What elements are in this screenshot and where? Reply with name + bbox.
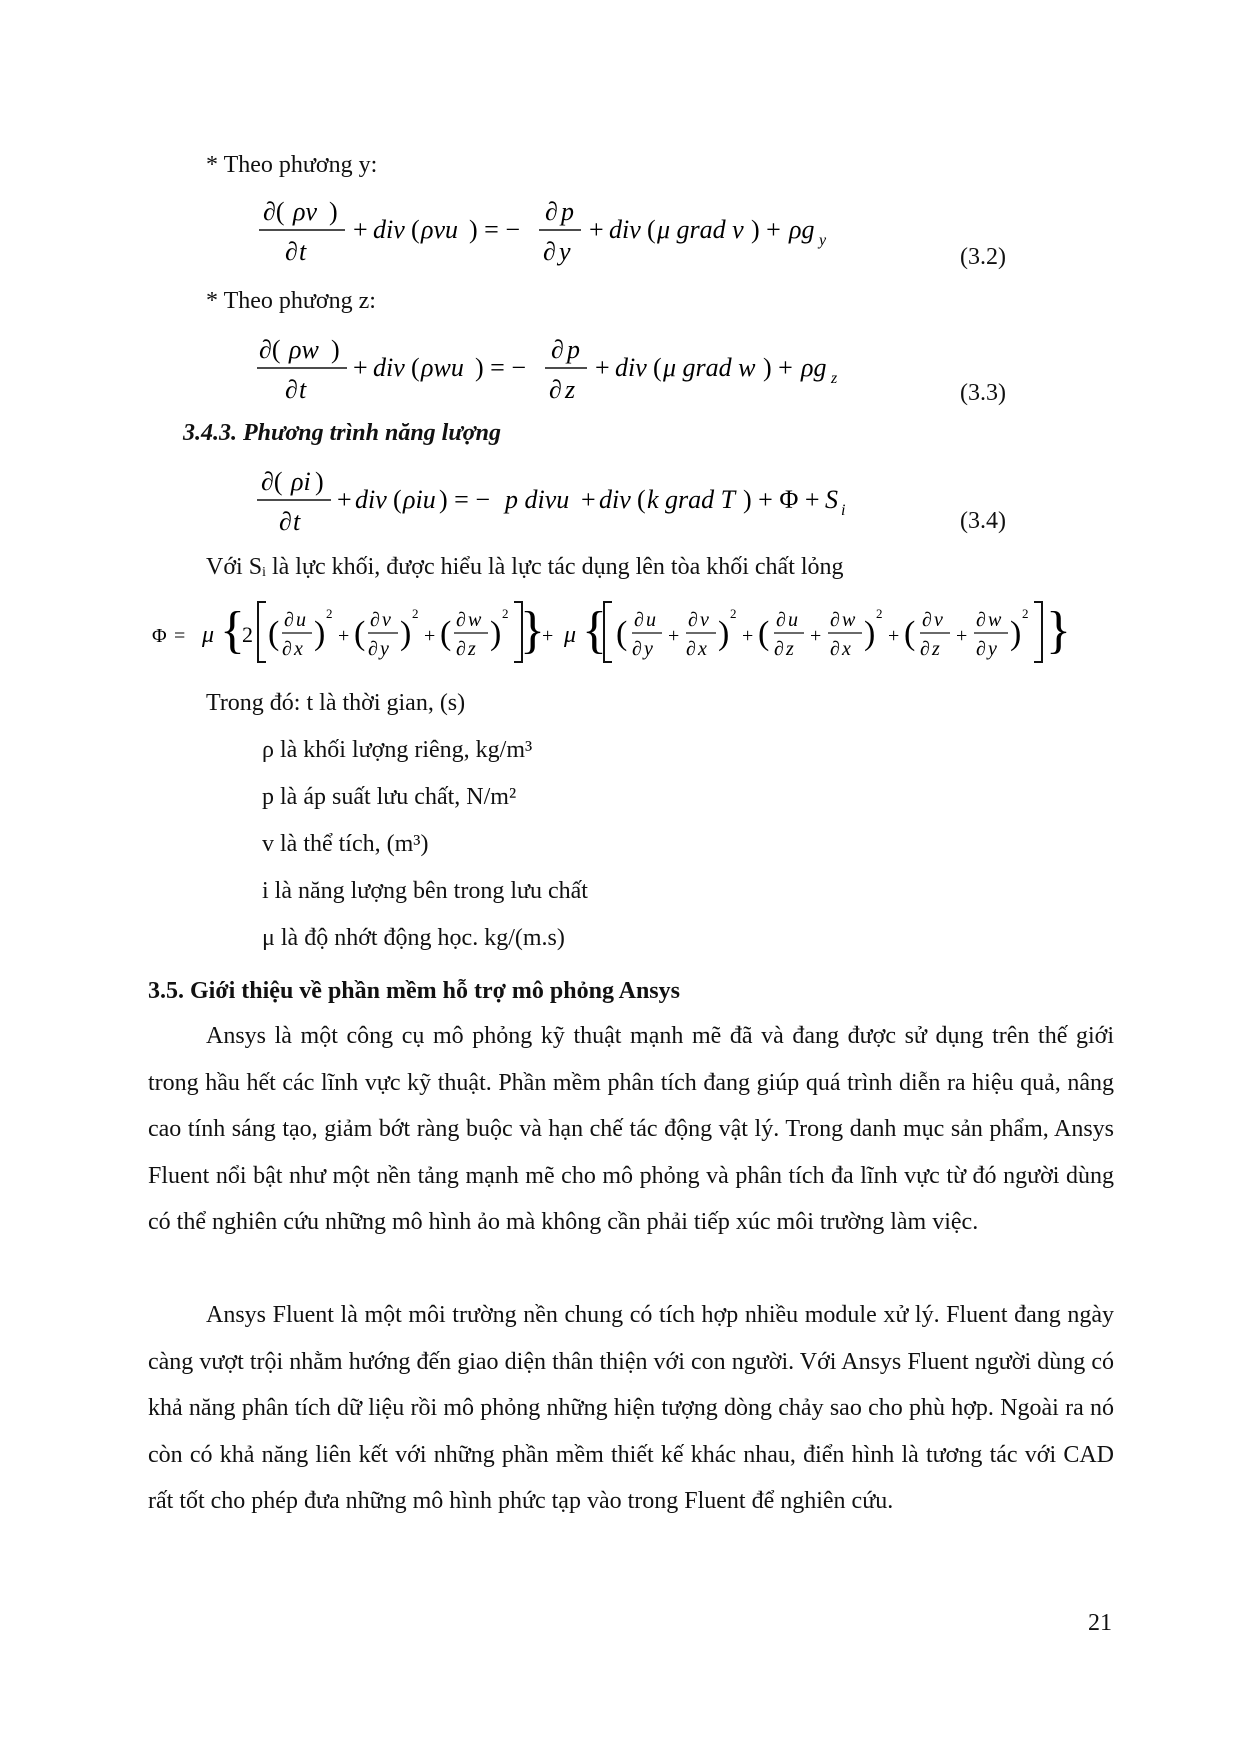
- svg-text:y: y: [380, 638, 389, 660]
- svg-text:(: (: [411, 353, 420, 382]
- svg-text:t: t: [299, 237, 307, 266]
- svg-text:div: div: [615, 353, 647, 382]
- svg-text:v: v: [934, 609, 943, 631]
- svg-text:2: 2: [242, 622, 253, 647]
- svg-text:+: +: [888, 625, 900, 647]
- svg-text:y: y: [988, 638, 997, 660]
- svg-text:w: w: [468, 609, 482, 631]
- svg-text:=: =: [174, 625, 186, 647]
- svg-text:+: +: [353, 215, 368, 244]
- svg-text:∂: ∂: [774, 638, 784, 660]
- svg-text:∂: ∂: [551, 335, 564, 364]
- svg-text:∂: ∂: [686, 638, 696, 660]
- svg-text:): ): [400, 615, 412, 652]
- svg-text:(: (: [647, 215, 656, 244]
- svg-text:) = −: ) = −: [439, 485, 490, 514]
- svg-text:μ grad w: μ grad w: [663, 353, 756, 382]
- svg-text:z: z: [831, 370, 838, 387]
- svg-text:p divu: p divu: [505, 485, 570, 514]
- svg-text:(: (: [354, 615, 366, 652]
- definition-p: p là áp suất lưu chất, N/m²: [262, 784, 517, 810]
- svg-text:2: 2: [326, 606, 333, 621]
- svg-text:div: div: [373, 353, 405, 382]
- svg-text:∂: ∂: [282, 638, 292, 660]
- svg-text:+: +: [424, 625, 436, 647]
- svg-text:(: (: [637, 485, 646, 514]
- svg-text:) +: ) +: [763, 353, 793, 382]
- svg-text:x: x: [294, 638, 303, 660]
- svg-text:∂: ∂: [549, 375, 562, 404]
- svg-text:): ): [1010, 615, 1022, 652]
- svg-text:∂: ∂: [456, 609, 466, 631]
- svg-text:ρvu: ρvu: [421, 215, 459, 244]
- definition-i: i là năng lượng bên trong lưu chất: [262, 878, 588, 904]
- svg-text:∂: ∂: [688, 609, 698, 631]
- definition-mu: μ là độ nhớt động học. kg/(m.s): [262, 925, 565, 951]
- svg-text:∂(: ∂(: [261, 467, 283, 496]
- svg-text:}: }: [520, 602, 545, 659]
- equation-number-3-2: (3.2): [960, 244, 1006, 270]
- svg-text:w: w: [988, 609, 1002, 631]
- svg-text:+: +: [595, 353, 610, 382]
- svg-text:∂: ∂: [922, 609, 932, 631]
- svg-text:(: (: [393, 485, 402, 514]
- paragraph-ansys-fluent: Ansys Fluent là một môi trường nền chung có tích hợp nhiều module xử lý. Fluent đang ngày càng vượt trội nhằm hướng đến giao diện thân thiện với con người. Với Ansys Fluent người dùng có khả năng phân tích dữ liệu rồi mô phỏng những hiện tượng dòng chảy sao cho phù hợp. Ngoài ra nó còn có khả năng liên kết với những phần mềm thiết kế khác nhau, điển hình là tương tác với CAD rất tốt cho phép đưa những mô hình phức tạp vào trong Fluent để nghiên cứu.: [148, 1302, 1114, 1514]
- svg-text:}: }: [1046, 602, 1071, 659]
- svg-text:+: +: [337, 485, 352, 514]
- svg-text:ρwu: ρwu: [421, 353, 464, 382]
- svg-text:2: 2: [412, 606, 419, 621]
- svg-text:∂: ∂: [976, 609, 986, 631]
- svg-text:μ: μ: [564, 622, 577, 648]
- equation-3-2: [255, 192, 915, 268]
- svg-text:p: p: [561, 197, 574, 226]
- paragraph-ansys-intro: Ansys là một công cụ mô phỏng kỹ thuật mạnh mẽ đã và đang được sử dụng trên thế giới trong hầu hết các lĩnh vực kỹ thuật. Phần mềm phân tích đang giúp quá trình diễn ra hiệu quả, nâng cao tính sáng tạo, giảm bớt ràng buộc và hạn chế tác động vật lý. Trong danh mục sản phẩm, Ansys Fluent nổi bật như một nền tảng mạnh mẽ cho mô phỏng và phân tích đa lĩnh vực từ đó người dùng có thể nghiên cứu những mô hình ảo mà không cần phải tiếp xúc môi trường làm việc.: [148, 1023, 1114, 1235]
- svg-text:2: 2: [876, 606, 883, 621]
- svg-text:): ): [331, 335, 340, 364]
- svg-text:∂: ∂: [976, 638, 986, 660]
- label-direction-y: * Theo phương y:: [206, 152, 378, 178]
- svg-text:+: +: [581, 485, 596, 514]
- svg-text:∂(: ∂(: [259, 335, 281, 364]
- svg-text:): ): [329, 197, 338, 226]
- svg-text:∂: ∂: [284, 609, 294, 631]
- svg-text:(: (: [268, 615, 280, 652]
- svg-text:2: 2: [502, 606, 509, 621]
- svg-text:ρw: ρw: [289, 335, 319, 364]
- svg-text:+: +: [810, 625, 822, 647]
- svg-text:∂: ∂: [830, 638, 840, 660]
- svg-text:(: (: [904, 615, 916, 652]
- svg-text:∂(: ∂(: [263, 197, 285, 226]
- svg-text:+: +: [956, 625, 968, 647]
- svg-text:x: x: [698, 638, 707, 660]
- svg-text:+: +: [668, 625, 680, 647]
- svg-text:): ): [864, 615, 876, 652]
- label-direction-z: * Theo phương z:: [206, 288, 376, 314]
- svg-text:) +: ) +: [751, 215, 781, 244]
- page-number: 21: [1088, 1610, 1112, 1636]
- svg-text:t: t: [293, 507, 301, 536]
- heading-3-5: 3.5. Giới thiệu về phần mềm hỗ trợ mô phỏng Ansys: [148, 978, 680, 1004]
- svg-text:): ): [315, 467, 324, 496]
- svg-text:∂: ∂: [285, 375, 298, 404]
- svg-text:v: v: [382, 609, 391, 631]
- svg-text:∂: ∂: [545, 197, 558, 226]
- svg-text:μ: μ: [202, 622, 215, 648]
- svg-text:∂: ∂: [632, 638, 642, 660]
- svg-text:{: {: [220, 602, 245, 659]
- svg-text:w: w: [842, 609, 856, 631]
- svg-text:ρg: ρg: [789, 215, 815, 244]
- svg-text:∂: ∂: [370, 609, 380, 631]
- svg-text:2: 2: [1022, 606, 1029, 621]
- svg-text:div: div: [355, 485, 387, 514]
- svg-text:2: 2: [730, 606, 737, 621]
- svg-text:(: (: [758, 615, 770, 652]
- svg-text:): ): [490, 615, 502, 652]
- svg-text:u: u: [788, 609, 798, 631]
- svg-text:(: (: [411, 215, 420, 244]
- svg-text:) = −: ) = −: [475, 353, 526, 382]
- svg-text:(: (: [440, 615, 452, 652]
- svg-text:t: t: [299, 375, 307, 404]
- svg-text:∂: ∂: [634, 609, 644, 631]
- svg-text:Φ: Φ: [152, 625, 167, 647]
- svg-text:k grad T: k grad T: [647, 485, 736, 514]
- svg-text:p: p: [567, 335, 580, 364]
- svg-text:+: +: [338, 625, 350, 647]
- svg-text:+: +: [353, 353, 368, 382]
- heading-3-4-3: 3.4.3. Phương trình năng lượng: [183, 420, 501, 446]
- svg-text:div: div: [599, 485, 631, 514]
- equation-number-3-4: (3.4): [960, 508, 1006, 534]
- svg-text:∂: ∂: [920, 638, 930, 660]
- svg-text:S: S: [825, 485, 838, 514]
- svg-text:{: {: [582, 602, 607, 659]
- svg-text:∂: ∂: [830, 609, 840, 631]
- svg-text:(: (: [616, 615, 628, 652]
- svg-text:): ): [314, 615, 326, 652]
- svg-text:v: v: [700, 609, 709, 631]
- definition-intro: Trong đó: t là thời gian, (s): [206, 690, 466, 716]
- definition-v: v là thể tích, (m³): [262, 831, 429, 857]
- svg-text:∂: ∂: [285, 237, 298, 266]
- equation-number-3-3: (3.3): [960, 380, 1006, 406]
- svg-text:u: u: [296, 609, 306, 631]
- svg-text:ρi: ρi: [291, 467, 311, 496]
- svg-text:z: z: [932, 638, 940, 660]
- si-note: Với Sᵢ là lực khối, được hiểu là lực tác dụng lên tòa khối chất lỏng: [206, 554, 844, 580]
- svg-text:u: u: [646, 609, 656, 631]
- svg-text:): ): [718, 615, 730, 652]
- svg-text:∂: ∂: [368, 638, 378, 660]
- svg-text:+: +: [589, 215, 604, 244]
- svg-text:) + Φ +: ) + Φ +: [743, 485, 820, 514]
- svg-text:div: div: [609, 215, 641, 244]
- svg-text:∂: ∂: [543, 237, 556, 266]
- equation-3-4: [255, 462, 855, 538]
- svg-text:z: z: [565, 375, 576, 404]
- svg-text:∂: ∂: [456, 638, 466, 660]
- definition-rho: ρ là khối lượng riêng, kg/m³: [262, 737, 533, 763]
- svg-text:y: y: [819, 232, 827, 249]
- svg-text:x: x: [842, 638, 851, 660]
- svg-text:μ grad v: μ grad v: [657, 215, 744, 244]
- svg-text:∂: ∂: [279, 507, 292, 536]
- svg-text:z: z: [468, 638, 476, 660]
- svg-text:y: y: [644, 638, 653, 660]
- svg-text:div: div: [373, 215, 405, 244]
- svg-text:∂: ∂: [776, 609, 786, 631]
- svg-text:+: +: [542, 625, 554, 647]
- svg-text:) = −: ) = −: [469, 215, 520, 244]
- svg-text:z: z: [786, 638, 794, 660]
- svg-text:(: (: [653, 353, 662, 382]
- svg-text:ρiu: ρiu: [403, 485, 436, 514]
- svg-text:ρv: ρv: [293, 197, 318, 226]
- svg-text:y: y: [559, 237, 571, 266]
- equation-phi: [150, 592, 1120, 672]
- svg-text:i: i: [841, 502, 846, 519]
- svg-text:ρg: ρg: [801, 353, 827, 382]
- equation-3-3: [255, 330, 915, 406]
- svg-text:+: +: [742, 625, 754, 647]
